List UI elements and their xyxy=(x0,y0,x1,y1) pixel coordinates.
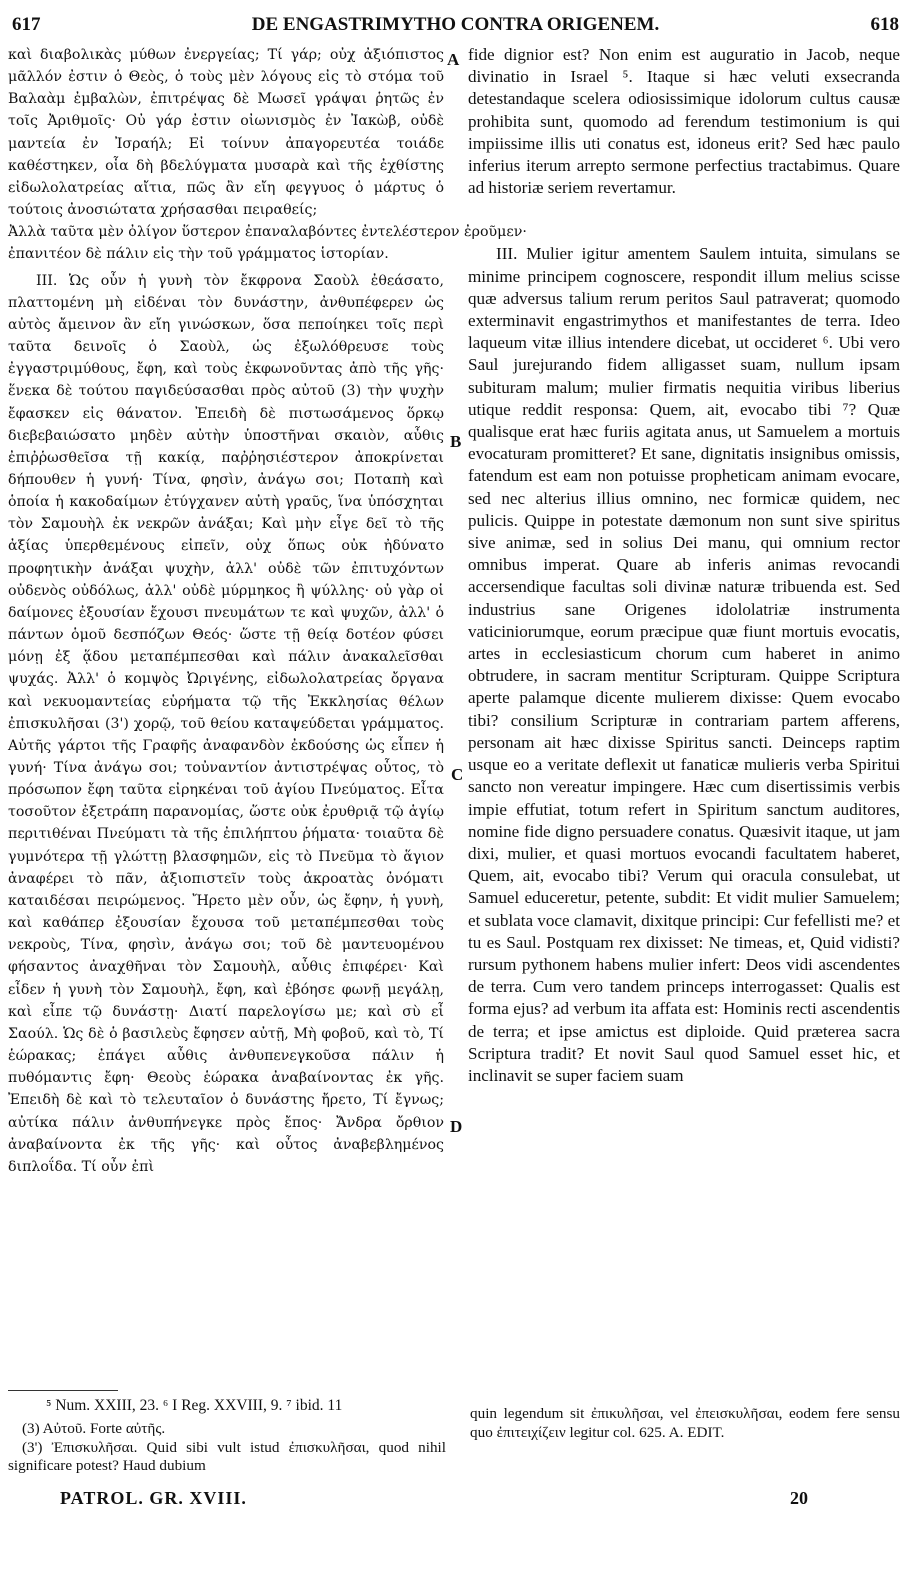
footnotes-left xyxy=(8,1420,446,1476)
page-number-left: 617 xyxy=(12,14,41,35)
greek-paragraph-1: καὶ διαβολικὰς μύθων ἐνεργείας; Τί γάρ; οὐχ ἀξιόπιστος μᾶλλόν ἐστιν ὁ Θεὸς, ὁ τοὺς μὲν λόγους εἰς τὸ στόμα τοῦ Βαλαὰμ ἐμβαλὼν, ἐπιτρέψας δὲ Μωσεῖ γράψαι ῥητῶς ἐν τοῖς Ἀριθμοῖς· Οὐ γάρ ἐστιν οἰωνισμὸς ἐν Ἰακὼβ, οὐδὲ μαντεία ἐν Ἰσραήλ; Εἰ τοίνυν ἀπαγορευτέα τοιάδε καθέστηκεν, οἷα δὴ βδελύγματα μυσαρὰ καὶ τῆς ἐχθίστης εἰδωλολατρείας αἴτια, πῶς ἂν εἴη φεγγυος ὁ μάρτυς ὁ τούτοις ἀνοσιώτατα χρήσασθαι πειραθείς; xyxy=(8,47,444,219)
greek-wide-line-1: Ἀλλὰ ταῦτα μὲν ὀλίγον ὕστερον ἐπαναλαβόντες ἐντελέστερον ἐροῦμεν· xyxy=(8,224,527,241)
page-number-right: 618 xyxy=(870,14,899,35)
margin-marker-d: D xyxy=(450,1117,463,1136)
latin-paragraph-2: III. Mulier igitur amentem Saulem intuita, simulans se minime principem cognoscere, respondit illum melius scisse quæ adversus talium rerum peritos Saul patraverat; quomodo exterminavit engastrimythos et manifestantes de terra. Ideo laqueum vitæ illius intendere dicebat, ut occideret ⁶. Ubi vero Saul jurejurando fidem alligasset suam, nullum ipsam subituram malum; mulier firmatis nequitia viribus liberius utique reddit responsa: Quem, ait, evocabo tibi ⁷? Quæ qualisque erat hæc furiis agitata anus, ut Samuelem a mortuis evocaturam promitteret? Et sane, dignitatis insignibus omissis, fatendum est eam non potuisse propheticam animam evocare, sed nec alterius illius omnino, nec formicæ quidem, nec pulicis. Quippe in potestate dæmonum non sunt sive spiritus sive animæ, sed in solius Dei manu, qui omnium rector omnibus imperat. Quare ab inferis animas revocandi accersendique facultas soli divinæ naturæ tribuenda est. Sed industrius sane Origenes idololatriæ instrumenta vaticiniorumque, eorum præcipue quæ fiunt mortuis evocatis, artes in ecclesiasticum chorum cum haberet in animo obtrudere, in sacram mentitur Scripturam. Quippe Scriptura aperte palamque dicente mulierem dixisse: Quem evocabo tibi? consilium Scripturæ in contrariam partem afferens, personam ait hæc dixisse Spiritus sancti. Deinceps raptim usque eo a veritate deflexit ut fanaticæ mulieris verba Spiritui sancto non vereatur impingere. Hæc cum disertissimis verbis impie effutiat, totum refert in Spiritum sanctum auditores, nomine fide digno persuadere conatus. Quæsivit itaque, ut jam dixi, mulier, et quasi mortuos evocandi facultatem haberet, Quem, ait, evocabo tibi? Verum qui oracula consulebat, ut Samuel educeretur, petente, subdit: Et vidit mulier Samuelem; et sublata voce clamavit, dixitque principi: Cur fefellisti me? et tu es Saul. Postquam rex dixisset: Ne timeas, et, Quid vidisti? rursum pythonem habens mulier infert: Deos vidi ascendentes de terra. Cum vero tandem princeps interrogasset: Qualis est forma ejus? ad verbum ita affata est: Hominis recti ascendentis de terra; et ipse amictus est diploide. Quid præterea sacra Scriptura tradit? Et novit Saul quod Samuel esset hic, et inclinavit se super faciem suam xyxy=(468,244,900,1085)
page-header xyxy=(12,14,899,40)
latin-paragraph-1: fide dignior est? Non enim est auguratio in Jacob, neque divinatio in Israel ⁵. Itaque si hæc veluti exsecranda detestandaque scelera odiosissimique idolorum cultus causæ prohibita sunt, quomodo ad ferendum testimonium is qui impiissime illis uti conatus est, idoneus erit? Sed hæc paulo inferius iterum arrepto sermone perfectius tractabimus. Quare ad historiæ seriem revertamur. xyxy=(468,45,900,198)
greek-paragraph-2: III. Ὡς οὖν ἡ γυνὴ τὸν ἔκφρονα Σαοὺλ ἐθεάσατο, πλαττομένη μὴ εἰδέναι τὸν δυνάστην, ἀνθυπέφερεν ὡς αὐτὸς ἄμεινον ἂν εἴη γινώσκων, ὅσα πεποίηκει τοῖς περὶ ταῦτα δεινοῖς ὁ Σαοὺλ, ὡς ἐξωλόθρευσε τοὺς ἐγγαστριμύθους, ἔφη, καὶ τοὺς ἐκφωνοῦντας ἀπὸ τῆς γῆς· ἕνεκα δὲ τούτου παγιδεύσασθαι πρὸς αὐτοῦ (3) τὴν ψυχὴν ἔφασκεν εἰς θάνατον. Ἐπειδὴ δὲ πιστωσάμενος ὅρκῳ διεβεβαιώσατο μηδὲν αὐτὴν ὑποστῆναι σκαιὸν, αὖθις ἐπιῤῥωσθεῖσα τῇ κακίᾳ, παῤῥησιέστερον ἀποκρίνεται δήπουθεν ἡ γυνή· Τίνα, φησὶν, ἀνάγω σοι; Ποταπὴ καὶ ὁποία ἡ κακοδαίμων ἐτύγχανεν αὐτὴ γραῦς, ἵνα ὑπόσχηται τὸν Σαμουὴλ ἐκ νεκρῶν ἀνάξαι; Καὶ μὴν εἶγε δεῖ τὸ τῆς ἀξίας ὑπερθεμένους εἰπεῖν, οὐχ ὅπως οὐκ ἠδύνατο προφητικὴν ἀνάξαι ψυχὴν, ἀλλ' οὐδὲ τῶν ἐπιτυχόντων οὐδενὸς οὐδόλως, ἀλλ' οὐδὲ μύρμηκος ἢ ψύλλης· οὐ γὰρ οἱ δαίμονες ἐξουσίαν ἔχουσι πνευμάτων τε καὶ ψυχῶν, ἀλλ' ὁ πάντων ὁμοῦ δεσπόζων Θεός· ὥστε τῇ θείᾳ δοτέον φύσει μόνῃ ἐξ ᾅδου μεταπέμπεσθαι καὶ πάλιν ἀνακαλεῖσθαι ψυχάς. Ἀλλ' ὁ κομψὸς Ὠριγένης, εἰδωλολατρείας ὄργανα καὶ νεκυομαντείας εὑρήματα τῷ τῆς Ἐκκλησίας θέλων ἐπισκυλῆσαι (3') χορῷ, τοῦ θείου καταψεύδεται γράμματος. Αὐτῆς γάρτοι τῆς Γραφῆς ἀναφανδὸν ἐκδούσης ὡς εἶπεν ἡ γυνή· Τίνα ἀνάγω σοι; τοὐναντίον ἀντιστρέψας οὗτος, τὸ πρόσωπον ἔφη ταῦτα εἰρηκέναι τοῦ ἁγίου Πνεύματος. Εἶτα τοσοῦτον ἐξετράπη παρανομίας, ὥστε οὐκ ἐρυθριᾷ τῷ ἁγίῳ περιτιθέναι Πνεύματι τὰ τῆς ἐπιλήπτου ῥήματα· τοιαῦτα δὲ γυμνότερα τῇ γλώττῃ βλασφημῶν, εἰς τὸ Πνεῦμα τὸ ἅγιον ἀναφέρει τὸ πᾶν, ἀξιοπιστεῖν τοὺς ἀκροατὰς ὀνόματι καταιδέσαι πειρώμενος. Ἤρετο μὲν οὖν, ὡς ἔφην, ἡ γυνὴ, καὶ καθάπερ ἐξουσίαν ἔχουσα τοῦ μεταπέμπεσθαι τοὺς νεκροὺς, Τίνα, φησὶν, ἀνάγω σοι; τοῦ δὲ μαντευομένου φήσαντος ἀναχθῆναι τὸν Σαμουὴλ, αὖθις ἐπιφέρει· Καὶ εἶδεν ἡ γυνὴ τὸν Σαμουὴλ, ἔφη, καὶ ἐβόησε φωνῇ μεγάλῃ, καὶ εἶπε τῷ δυνάστῃ· Διατί παρελογίσω με; καὶ σὺ εἶ Σαούλ. Ὡς δὲ ὁ βασιλεὺς ἔφησεν αὐτῇ, Μὴ φοβοῦ, καὶ τὸ, Τί ἑώρακας; ἐπάγει αὖθις ἀνθυπενεγκοῦσα πάλιν ἡ πυθόμαντις ἔφη· Θεοὺς ἑώρακα ἀναβαίνοντας ἐκ γῆς. Ἐπειδὴ δὲ καὶ τὸ τελευταῖον ὁ δυνάστης ἤρετο, Τί ἔγνως; αὐτίκα πάλιν ἀνθυπήνεγκε πρὸς ἔπος· Ἄνδρα ὄρθιον ἀναβαίνοντα ἐκ τῆς γῆς· καὶ οὗτος ἀναβεβλημένος διπλοΐδα. Τί οὖν ἐπὶ xyxy=(8,272,444,1175)
footnote-3: (3) Αὐτοῦ. Forte αὐτῆς. xyxy=(22,1420,166,1437)
greek-column xyxy=(8,44,527,1386)
margin-marker-b: B xyxy=(450,432,462,451)
latin-spacer xyxy=(468,199,900,243)
footnote-continuation: quin legendum sit ἐπικυλῆσαι, vel ἐπεισκυλῆσαι, eodem fere sensu quo ἐπιτειχίζειν legitur col. 625. A. EDIT. xyxy=(470,1405,900,1441)
footnote-3-prime: (3') Ἐπισκυλῆσαι. Quid sibi vult istud ἐπισκυλῆσαι, quod nihil significare potest? Haud dubium xyxy=(8,1438,446,1474)
latin-column xyxy=(468,44,900,1387)
footnote-rule xyxy=(8,1390,118,1391)
footnotes-right xyxy=(470,1405,900,1442)
margin-marker-a: A xyxy=(447,50,460,69)
series-footer: PATROL. GR. XVIII. xyxy=(60,1488,247,1508)
greek-wide-line-2: ἐπανιτέον δὲ πάλιν εἰς τὴν τοῦ γράμματος ἱστορίαν. xyxy=(8,246,389,263)
margin-marker-c: C xyxy=(451,765,464,784)
signature-number: 20 xyxy=(790,1488,808,1508)
scripture-references: ⁵ Num. XXIII, 23. ⁶ I Reg. XXVIII, 9. ⁷ ibid. 11 xyxy=(46,1397,343,1414)
running-title: DE ENGASTRIMYTHO CONTRA ORIGENEM. xyxy=(251,14,660,35)
